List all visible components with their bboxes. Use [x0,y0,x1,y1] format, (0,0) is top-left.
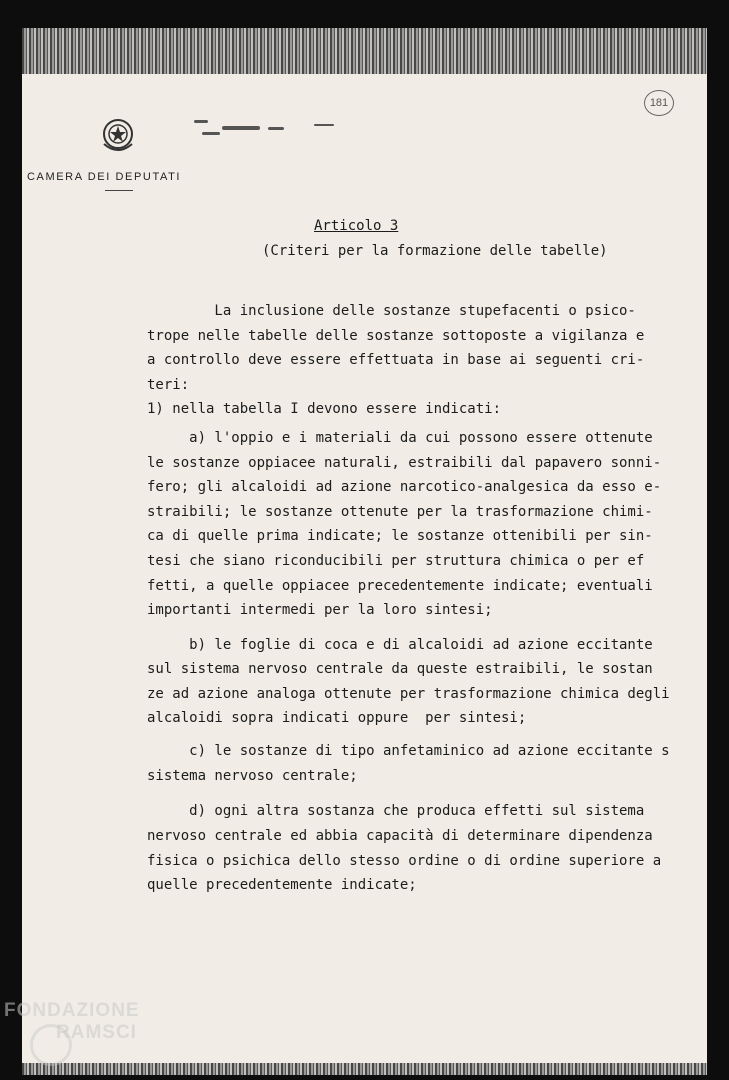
body-line: fero; gli alcaloidi ad azione narcotico-analgesica da esso e- [147,479,662,495]
scan-edge-top [22,28,707,74]
body-line: fisica o psichica dello stesso ordine o di ordine superiore a [147,853,662,869]
body-line: sul sistema nervoso centrale da queste estraibili, le sostan [147,661,653,677]
archive-number-stamp: 181 [644,90,674,116]
body-line: fetti, a quelle oppiacee precedentemente indicate; eventuali [147,578,653,594]
watermark-line-1: FONDAZIONE [4,1000,140,1021]
article-title: Articolo 3 [314,218,399,234]
body-line: 1) nella tabella I devono essere indicati: [147,401,502,417]
body-line: importanti intermedi per la loro sintesi; [147,602,493,618]
body-line: ca di quelle prima indicate; le sostanze ottenibili per sin- [147,528,653,544]
ink-mark [222,126,260,130]
watermark [4,1000,140,1044]
body-line: c) le sostanze di tipo anfetaminico ad azione eccitante s [147,743,670,759]
body-line: ze ad azione analoga ottenute per trasformazione chimica degli [147,686,670,702]
body-line: le sostanze oppiacee naturali, estraibili dal papavero sonni- [147,455,662,471]
body-line: b) le foglie di coca e di alcaloidi ad azione eccitante [147,637,653,653]
body-line: tesi che siano riconducibili per struttura chimica o per ef [147,553,645,569]
republic-emblem-icon [98,114,138,156]
ink-mark [194,120,208,123]
institution-name: CAMERA DEI DEPUTATI [27,171,182,183]
body-line: straibili; le sostanze ottenute per la trasformazione chimi- [147,504,653,520]
body-line: a controllo deve essere effettuata in base ai seguenti cri- [147,352,645,368]
body-line: teri: [147,377,190,393]
document-page [22,28,707,1075]
article-subtitle: (Criteri per la formazione delle tabelle) [262,243,608,259]
body-line: a) l'oppio e i materiali da cui possono essere ottenute [147,430,653,446]
body-line: alcaloidi sopra indicati oppure per sintesi; [147,710,527,726]
watermark-line-2: RAMSCI [56,1022,137,1043]
ink-mark [268,127,284,130]
body-line: nervoso centrale ed abbia capacità di determinare dipendenza [147,828,653,844]
scan-edge-bottom [22,1063,707,1075]
body-line: sistema nervoso centrale; [147,768,358,784]
ink-mark [202,132,220,135]
body-line: La inclusione delle sostanze stupefacenti o psico- [147,303,636,319]
ink-mark [314,124,334,126]
institution-underline [105,190,133,191]
body-line: trope nelle tabelle delle sostanze sottoposte a vigilanza e [147,328,645,344]
body-line: d) ogni altra sostanza che produca effetti sul sistema [147,803,645,819]
body-line: quelle precedentemente indicate; [147,877,417,893]
